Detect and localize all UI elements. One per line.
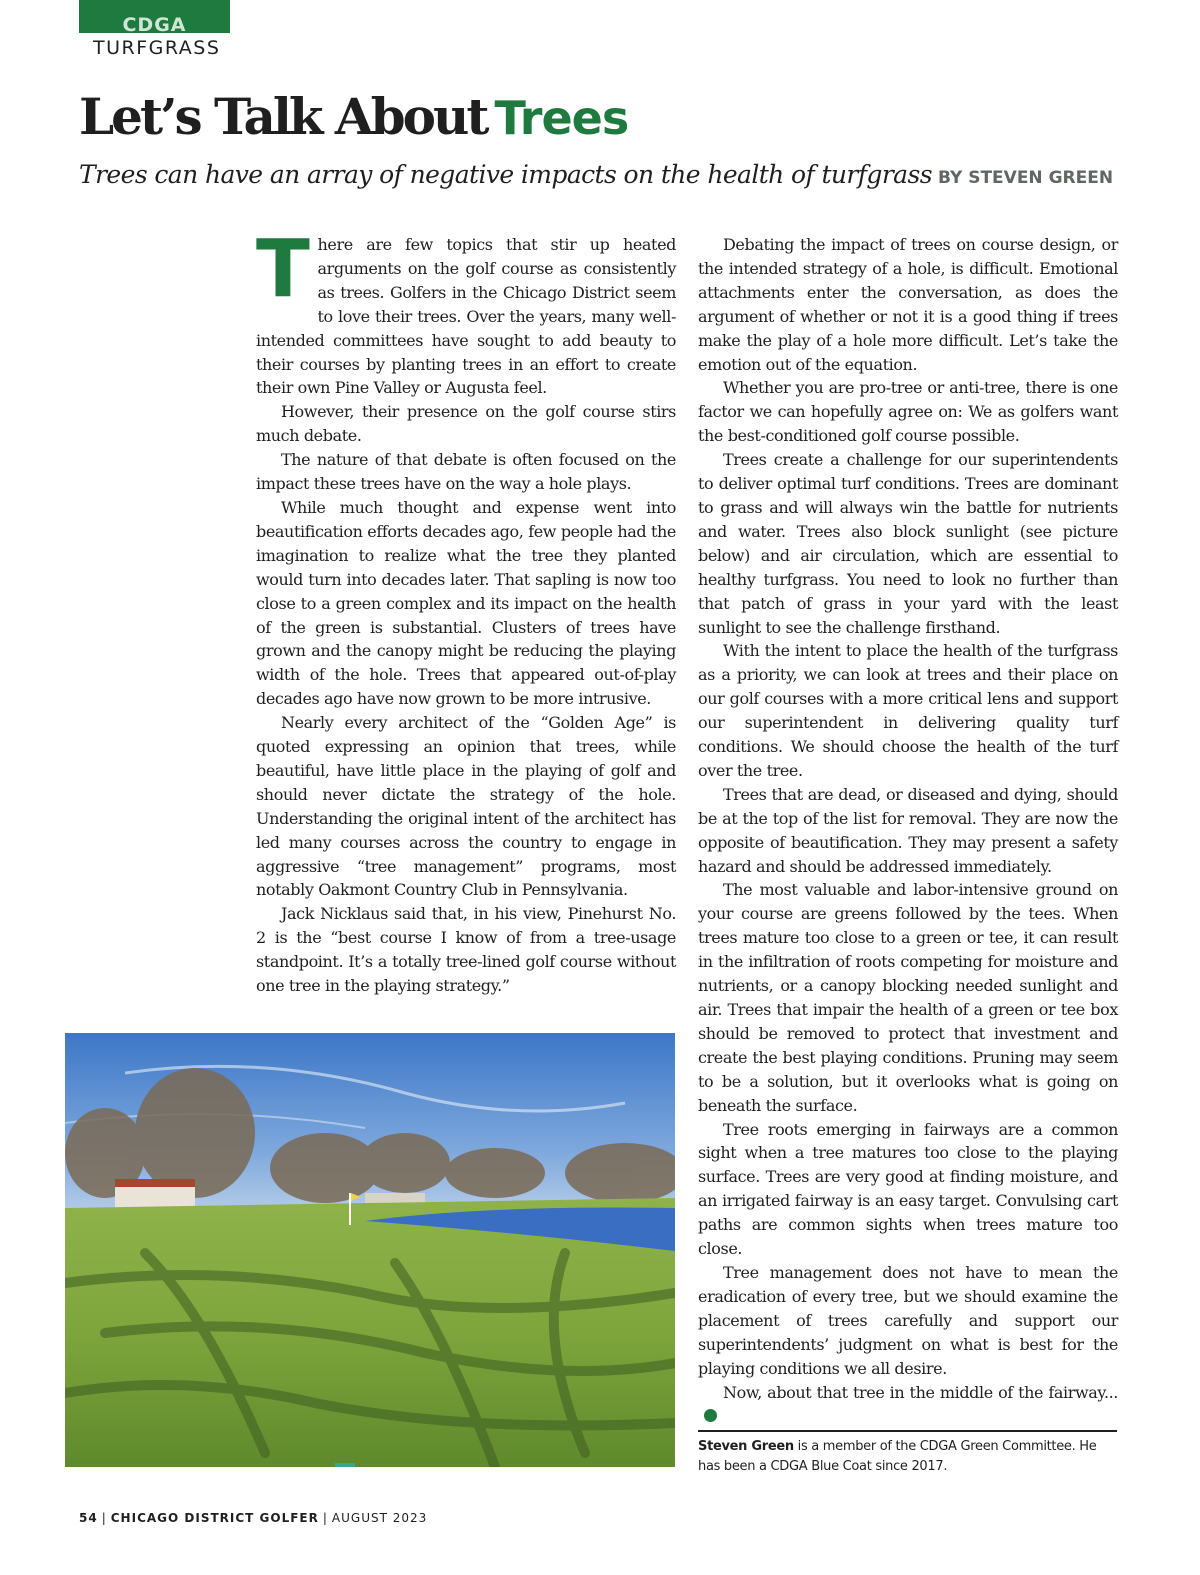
deck-text: Trees can have an array of negative impacts on the health of turfgrass <box>79 160 932 189</box>
author-name: Steven Green <box>698 1439 794 1454</box>
article-column-left <box>256 223 676 998</box>
bio-divider <box>698 1430 1117 1432</box>
golf-course-photo <box>65 1033 675 1467</box>
paragraph: Jack Nicklaus said that, in his view, Pinehurst No. 2 is the “best course I know of from a tree-usage standpoint. It’s a totally tree-lined golf course without one tree in the playing strategy.” <box>256 904 676 996</box>
paragraph: Whether you are pro-tree or anti-tree, there is one factor we can hopefully agree on: We as golfers want the best-conditioned golf course possible. <box>698 378 1118 446</box>
paragraph: Tree management does not have to mean the eradication of every tree, but we should examine the placement of trees carefully and support our superintendents’ judgment on what is best for the playing conditions we all desire. <box>698 1262 1118 1378</box>
author-bio-text: is a member of the CDGA Green Committee. He has been a CDGA Blue Coat since 2017. <box>698 1439 1097 1474</box>
issue-date: AUGUST 2023 <box>331 1511 428 1525</box>
page-footer: 54 | CHICAGO DISTRICT GOLFER | AUGUST 2023 <box>79 1511 428 1525</box>
page-number: 54 <box>79 1511 98 1525</box>
paragraph: Debating the impact of trees on course design, or the intended strategy of a hole, is difficult. Emotional attachments enter the conversation, as does the argument of whether or not it is a good thing if trees make the play of a hole more difficult. Let’s take the emotion out of the equation. <box>698 235 1118 374</box>
section-label: TURFGRASS <box>93 37 221 59</box>
article-column-right <box>698 233 1118 1428</box>
paragraph: Tree roots emerging in fairways are a common sight when a tree matures too close to the playing surface. Trees are very good at finding moisture, and an irrigated fairway is an easy target. Convulsing cart paths are common sights when trees mature too close. <box>698 1119 1118 1259</box>
section-tag <box>79 0 230 33</box>
paragraph: While much thought and expense went into beautification efforts decades ago, few people had the imagination to realize what the tree they planted would turn into decades later. That sapling is now too close to a green complex and its impact on the health of the green is substantial. Clusters of trees have grown and the canopy might be reducing the playing width of the hole. Trees that appeared out-of-play decades ago have now grown to be more intrusive. <box>256 497 676 709</box>
publication-name: CHICAGO DISTRICT GOLFER <box>110 1511 319 1525</box>
paragraph: The nature of that debate is often focused on the impact these trees have on the way a hole plays. <box>256 450 676 494</box>
headline <box>79 84 628 151</box>
byline: BY STEVEN GREEN <box>937 168 1114 188</box>
paragraph <box>256 223 676 400</box>
headline-main: Let’s Talk About <box>79 87 487 146</box>
dropcap: T <box>256 223 310 315</box>
paragraph: With the intent to place the health of the turfgrass as a priority, we can look at trees and their place on our golf courses with a more critical lens and support our superintendent in delivering quality turf conditions. We should choose the health of the turf over the tree. <box>698 641 1118 780</box>
section-tag-cdga: CDGA <box>122 14 187 33</box>
paragraph-text: Now, about that tree in the middle of the fairway... <box>723 1382 1118 1402</box>
deck <box>79 158 1113 195</box>
paragraph: Trees create a challenge for our superintendents to deliver optimal turf conditions. Trees are dominant to grass and will always win the battle for nutrients and water. Trees also block sunlight (see picture below) and air circulation, which are essential to healthy turfgrass. You need to look no further than that patch of grass in your yard with the least sunlight to see the challenge firsthand. <box>698 450 1118 637</box>
paragraph: The most valuable and labor-intensive ground on your course are greens followed by the tees. When trees mature too close to a green or tee, it can result in the infiltration of roots competing for moisture and nutrients, or a canopy blocking needed sunlight and air. Trees that impair the health of a green or tee box should be removed to protect that investment and create the best playing conditions. Pruning may seem to be a solution, but it overlooks what is going on beneath the surface. <box>698 880 1118 1115</box>
author-bio <box>698 1437 1118 1477</box>
paragraph-text: here are few topics that stir up heated arguments on the golf course as consistently as trees. Golfers in the Chicago District seem to love their trees. Over the years, many well-intended committees have sought to add beauty to their courses by planting trees in an effort to create their own Pine Valley or Augusta feel. <box>256 235 676 398</box>
paragraph: Nearly every architect of the “Golden Age” is quoted expressing an opinion that trees, while beautiful, have little place in the playing of golf and should never dictate the strategy of the hole. Understanding the original intent of the architect has led many courses across the country to engage in aggressive “tree management” programs, most notably Oakmont Country Club in Pennsylvania. <box>256 713 676 900</box>
paragraph: Trees that are dead, or diseased and dying, should be at the top of the list for removal. They are now the opposite of beautification. They may present a safety hazard and should be addressed immediately. <box>698 784 1118 876</box>
end-mark-icon <box>704 1409 717 1422</box>
paragraph: However, their presence on the golf course stirs much debate. <box>256 402 676 446</box>
paragraph-final <box>698 1381 1118 1429</box>
headline-accent: Trees <box>494 91 629 145</box>
